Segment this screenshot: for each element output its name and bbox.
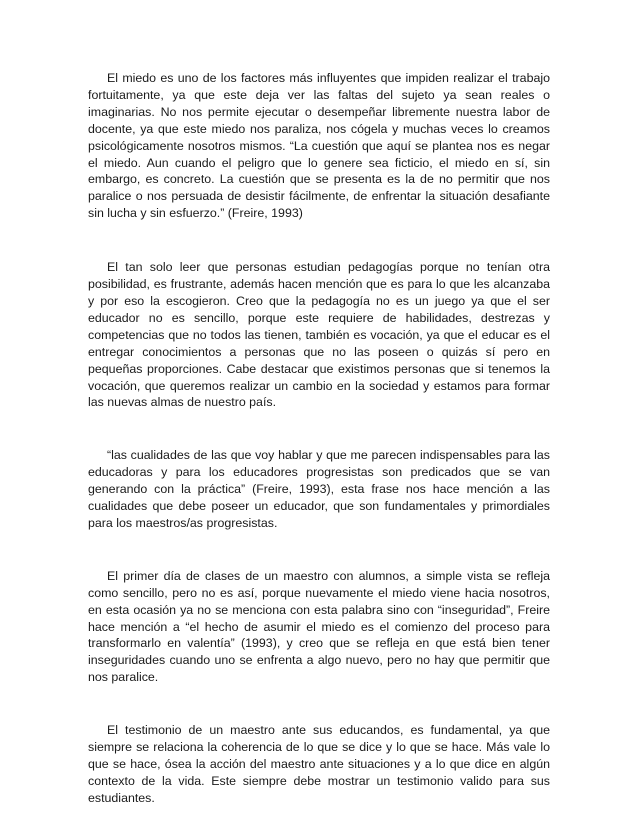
paragraph-fear: El miedo es uno de los factores más influyentes que impiden realizar el trabajo fortuitamente, ya que este deja ver las faltas del sujeto ya sean reales o imaginarias. No nos permite ejecutar o desempeñar libremente nuestra labor de docente, ya que este miedo nos paraliza, nos cógela y muchas veces lo creamos psicológicamente nosotros mismos. “La cuestión que aquí se plantea nos es negar el miedo. Aun cuando el peligro que lo genere sea ficticio, el miedo en sí, sin embargo, es concreto. La cuestión que se presenta es la de no permitir que nos paralice o nos persuada de desistir fácilmente, de enfrentar la situación desafiante sin lucha y sin esfuerzo.” (Freire, 1993) bbox=[88, 71, 550, 221]
paragraph-vocation: El tan solo leer que personas estudian pedagogías porque no tenían otra posibilidad, es frustrante, además hacen mención que es para lo que les alcanzaba y por eso la escogieron. Creo que la pedagogía no es un juego ya que el ser educador no es sencillo, porque este requiere de habilidades, destrezas y competencias que no todos las tienen, también es vocación, ya que el educar es el entregar conocimientos a personas que no las poseen o quizás sí pero en pequeñas proporciones. Cabe destacar que existimos personas que si tenemos la vocación, que queremos realizar un cambio en la sociedad y estamos para formar las nuevas almas de nuestro país. bbox=[88, 260, 550, 410]
paragraph-first-day: El primer día de clases de un maestro con alumnos, a simple vista se refleja como sencillo, pero no es así, porque nuevamente el miedo viene hacia nosotros, en esta ocasión ya no se menciona con esta palabra sino con “inseguridad”, Freire hace mención a “el hecho de asumir el miedo es el comienzo del proceso para transformarlo en valentía” (1993), y creo que se refleja en que está bien tener inseguridades cuando uno se enfrenta a algo nuevo, pero no hay que permitir que nos paralice. bbox=[88, 568, 550, 685]
paragraph-qualities: “las cualidades de las que voy hablar y que me parecen indispensables para las educadoras y para los educadores progresistas son predicados que se van generando con la práctica” (Freire, 1993), esta frase nos hace mención a las cualidades que debe poseer un educador, que son fundamentales y primordiales para los maestros/as progresistas. bbox=[88, 448, 550, 530]
document-page bbox=[88, 70, 550, 807]
paragraph-testimony: El testimonio de un maestro ante sus educandos, es fundamental, ya que siempre se relaciona la coherencia de lo que se dice y lo que se hace. Más vale lo que se hace, ósea la acción del maestro ante situaciones y a lo que dice en algún contexto de la vida. Este siempre debe mostrar un testimonio valido para sus estudiantes. bbox=[88, 723, 550, 805]
